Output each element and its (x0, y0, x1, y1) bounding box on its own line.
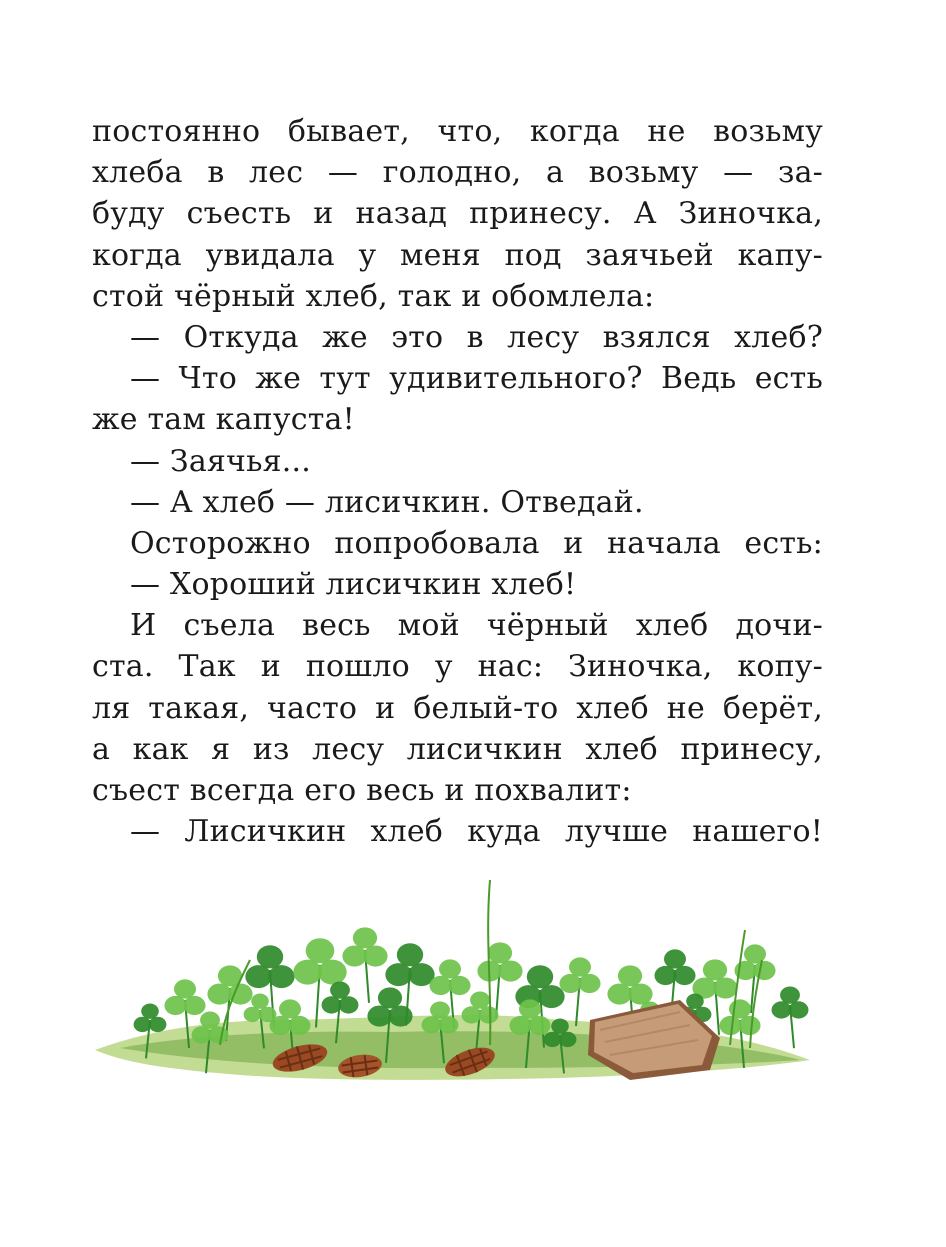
clover-leaf (772, 986, 809, 1048)
text-line: — Лисичкин хлеб куда лучше нашего! (130, 814, 823, 850)
text-line: буду съесть и назад принесу. А Зиночка, (92, 196, 823, 232)
text-line: И съела весь мой чёрный хлеб дочи- (130, 608, 823, 644)
text-line: съест всегда его весь и похвалит: (92, 773, 632, 808)
text-line: Осторожно попробовала и начала есть: (130, 525, 823, 561)
text-line: — А хлеб — лисичкин. Отведай. (130, 484, 644, 520)
text-line: же там капуста! (92, 402, 355, 438)
clover-and-bread-illustration (90, 870, 820, 1100)
text-line: ста. Так и пошло у нас: Зиночка, копу- (92, 649, 823, 685)
clover-bread-icon (90, 870, 820, 1100)
text-line: постоянно бывает, что, когда не возьму (92, 114, 823, 149)
text-line: — Что же тут удивительного? Ведь есть (130, 361, 823, 397)
text-line: стой чёрный хлеб, так и обомлела: (92, 278, 655, 314)
text-line: — Откуда же это в лесу взялся хлеб? (130, 319, 823, 355)
text-line: хлеба в лес — голодно, а возьму — за- (92, 155, 823, 191)
clover-leaf (559, 957, 600, 1026)
text-line: а как я из лесу лисичкин хлеб принесу, (92, 731, 823, 767)
text-line: — Заячья... (130, 443, 311, 479)
text-line: ля такая, часто и белый-то хлеб не берёт, (92, 690, 823, 726)
text-line: когда увидала у меня под заячьей капу- (92, 237, 823, 273)
text-line: — Хороший лисичкин хлеб! (130, 567, 577, 603)
story-text (92, 111, 823, 852)
